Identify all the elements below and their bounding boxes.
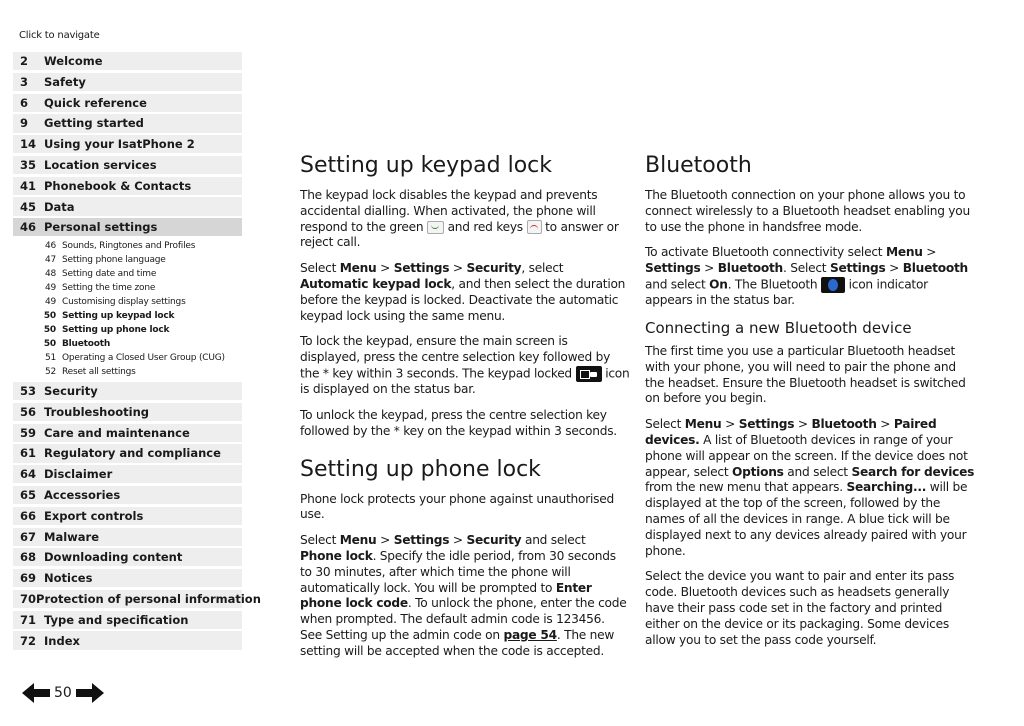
subsection-title: Connecting a new Bluetooth device [645,319,912,338]
toc-item[interactable]: 68 Downloading content [13,548,242,566]
bluetooth-icon [821,277,845,293]
text-run: . The new setting will be accepted when the code is accepted. [300,628,615,658]
emphasis-text: Enter phone lock code [300,580,592,611]
text-run: and select [521,533,586,548]
paragraph: Select the device you want to pair and enter its pass code. Bluetooth devices such as headsets generally have their pass code set in the factory and printed either on the device or its packaging. Some devices allow you to set the pass code yourself. [645,569,955,647]
toc-item[interactable]: 71 Type and specification [13,611,242,629]
text-run: Select [300,533,340,548]
text-run: . Select [782,261,830,276]
text-run: > [376,533,394,548]
toc-subitem-current[interactable]: 50 Bluetooth [43,339,111,350]
toc-item[interactable]: 64 Disclaimer [13,465,242,483]
text-run: and select [645,277,710,292]
green-call-key-icon [427,221,444,234]
emphasis-text: Search for devices [851,464,975,479]
toc-item-active[interactable]: 46 Personal settings [13,218,242,236]
emphasis-text: Security [466,261,522,276]
text-run: > [794,417,812,432]
red-end-key-icon [527,220,542,234]
keypad-lock-column [300,153,630,670]
text-run: > [721,417,739,432]
text-run: > [376,261,394,276]
toc-subitem-current[interactable]: 50 Setting up phone lock [43,325,170,336]
text-run: To activate Bluetooth connectivity select [645,245,886,260]
toc-item[interactable]: 61 Regulatory and compliance [13,444,242,462]
emphasis-text: Options [732,464,784,479]
page-link[interactable]: page 54 [503,628,557,643]
toc-item[interactable]: 66 Export controls [13,507,242,525]
toc-item[interactable]: 35 Location services [13,156,242,174]
bluetooth-column [645,153,975,658]
emphasis-text: Bluetooth [811,417,877,432]
toc-subitem[interactable]: 47 Setting phone language [44,255,166,266]
section-title-phone-lock: Setting up phone lock [300,456,541,482]
toc-item[interactable]: 9 Getting started [13,114,242,132]
toc-item[interactable]: 2 Welcome [13,52,242,70]
emphasis-text: Searching... [846,480,927,495]
section-title-keypad-lock: Setting up keypad lock [300,153,552,178]
emphasis-text: Paired devices. [645,417,937,448]
text-run: > [922,245,937,260]
text-run: > [876,417,894,432]
toc-subitem[interactable]: 49 Setting the time zone [44,283,156,294]
emphasis-text: Settings [829,261,886,276]
toc-item[interactable]: 6 Quick reference [13,94,242,112]
toc-subsection-list [13,239,242,379]
back-arrow-icon[interactable] [22,683,50,703]
text-run: Select [645,417,685,432]
table-of-contents [13,52,261,652]
text-run: . Specify the idle period, from 30 seconds to 30 minutes, after which time the phone will automatically lock. You will be prompted to [300,549,616,595]
emphasis-text: Automatic keypad lock [300,276,452,291]
emphasis-text: Settings [645,261,701,276]
emphasis-text: Menu [885,245,923,260]
text-run: . To unlock the phone, enter the code when prompted. The default admin code is 123456. See Setting up the admin code on [300,596,627,643]
text-run: A list of Bluetooth devices in range of your phone will appear on the screen. If the device does not appear, select [645,433,968,479]
toc-item[interactable]: 67 Malware [13,528,242,546]
text-run: icon indicator appears in the status bar. [645,277,928,308]
toc-subitem[interactable]: 49 Customising display settings [44,297,186,308]
toc-item[interactable]: 14 Using your IsatPhone 2 [13,135,242,153]
text-run: , and then select the duration before the keypad is locked. Deactivate the automatic keypad lock using the same menu. [300,276,626,323]
toc-item[interactable]: 65 Accessories [13,486,242,504]
toc-item[interactable]: 53 Security [13,382,242,400]
forward-arrow-icon[interactable] [76,683,104,703]
emphasis-text: Phone lock [300,549,373,564]
page-number: 50 [54,685,72,701]
paragraph: Phone lock protects your phone against unauthorised use. [300,491,614,522]
paragraph: The Bluetooth connection on your phone allows you to connect wirelessly to a Bluetooth headset enabling you to use the phone in handsfree mode. [645,188,970,234]
emphasis-text: Menu [339,533,377,548]
toc-subitem[interactable]: 52 Reset all settings [44,367,136,378]
emphasis-text: Security [466,533,522,548]
emphasis-text: Bluetooth [902,261,968,276]
navigation-hint: Click to navigate [19,30,100,41]
paragraph [300,261,630,324]
paragraph: To lock the keypad, ensure the main screen is displayed, press the centre selection key followed by the * key within 3 seconds. The keypad locked icon is displayed on the status bar. [300,334,630,397]
toc-subitem[interactable]: 51 Operating a Closed User Group (CUG) [44,353,225,364]
text-run: from the new menu that appears. [645,480,847,495]
toc-item[interactable]: 70 Protection of personal information [13,590,242,608]
toc-item[interactable]: 41 Phonebook & Contacts [13,177,242,195]
text-run: , select [521,261,564,276]
paragraph: The first time you use a particular Bluetooth headset with your phone, you will need to pair the phone and the headset. Ensure the Bluetooth headset is switched on before you begin. [645,344,966,406]
toc-item[interactable]: 56 Troubleshooting [13,403,242,421]
toc-subitem-current[interactable]: 50 Setting up keypad lock [43,311,175,322]
toc-item[interactable]: 59 Care and maintenance [13,424,242,442]
text-run: > [449,533,467,548]
text-run: > [885,261,903,276]
toc-item[interactable]: 3 Safety [13,73,242,91]
emphasis-text: Settings [738,417,795,432]
toc-subitem[interactable]: 48 Setting date and time [44,269,157,280]
toc-subitem[interactable]: 46 Sounds, Ringtones and Profiles [44,241,196,252]
paragraph [645,417,975,559]
section-title-bluetooth: Bluetooth [645,153,752,178]
text-run: > [449,261,467,276]
emphasis-text: Bluetooth [717,261,783,276]
paragraph: The keypad lock disables the keypad and prevents accidental dialling. When activated, the phone will respond to the green and red keys to answer or reject call. [300,188,619,250]
emphasis-text: Menu [684,417,722,432]
emphasis-text: On [709,277,728,292]
page-navigation [22,683,104,703]
emphasis-text: Settings [393,533,450,548]
emphasis-text: Menu [339,261,377,276]
toc-item[interactable]: 72 Index [13,631,242,649]
text-run: Select [300,261,340,276]
paragraph: To unlock the keypad, press the centre selection key followed by the * key on the keypad within 3 seconds. [300,408,617,438]
toc-item[interactable]: 45 Data [13,197,242,215]
text-run: and select [783,464,852,479]
text-run: will be displayed at the top of the screen, followed by the names of all the devices in range. A blue tick will be displayed next to any devices already paired with your phone. [645,480,968,558]
text-run: . The Bluetooth [727,277,822,292]
paragraph [300,533,630,659]
emphasis-text: Settings [393,261,450,276]
keypad-locked-icon [576,366,602,382]
text-run: > [700,261,718,276]
toc-item[interactable]: 69 Notices [13,569,242,587]
paragraph [645,245,975,309]
